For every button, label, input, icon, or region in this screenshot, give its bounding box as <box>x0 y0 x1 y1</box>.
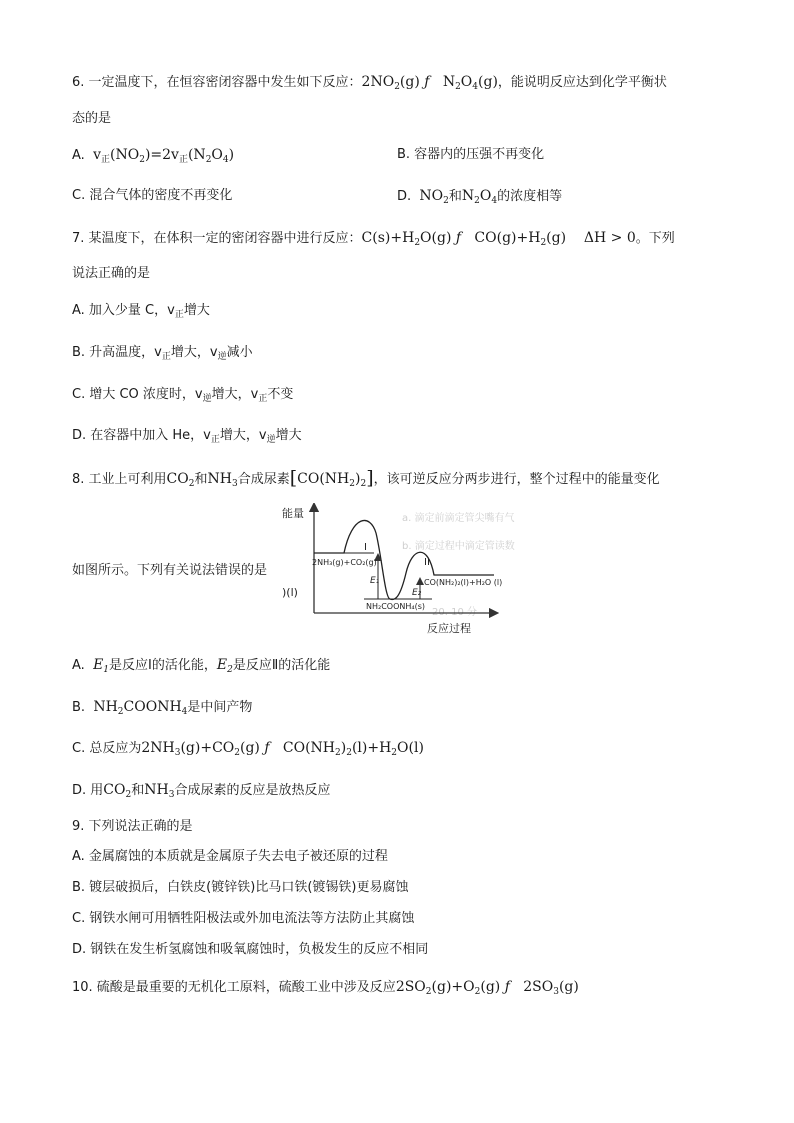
q7-stem-line2: 说法正确的是 <box>72 266 151 281</box>
q8-stem-line2: 如图所示。下列有关说法错误的是 <box>72 563 268 578</box>
q7-option-b[interactable]: B. 升高温度，$v_正$增大，$v_逆$减小 <box>72 345 253 362</box>
q8-option-a[interactable]: A. $E_1$是反应Ⅰ的活化能，$E_2$是反应Ⅱ的活化能 <box>72 657 331 675</box>
products-label: CO(NH₂)₂(l)+H₂O (l) <box>424 578 503 587</box>
step2-label: II <box>424 557 430 568</box>
svg-text:a. 滴定前滴定管尖嘴有气: a. 滴定前滴定管尖嘴有气 <box>402 513 515 524</box>
q9-option-d[interactable]: D. 钢铁在发生析氢腐蚀和吸氧腐蚀时，负极发生的反应不相同 <box>72 942 429 957</box>
q6-option-c[interactable]: C. 混合气体的密度不再变化 <box>72 188 233 203</box>
q8-option-b[interactable]: B. $NH_2COONH_4$是中间产物 <box>72 699 253 717</box>
q6-option-a[interactable]: A. $v_正(NO_2)=2v_正(N_2O_4)$ <box>72 147 235 165</box>
q7-equation: $C(s)+H_2O(g)$ ƒ $CO(g)+H_2(g)$ ΔH > 0 <box>361 230 636 248</box>
intermediate-label: NH₂COONH₄(s) <box>366 602 426 611</box>
svg-text:b. 滴定过程中滴定管读数: b. 滴定过程中滴定管读数 <box>402 541 515 552</box>
x-axis-label: 反应过程 <box>427 622 471 635</box>
q6-stem: 6. 一定温度下，在恒容密闭容器中发生如下反应：$2NO_2(g)$ ƒ $N_2O_4(g)$，能说明反应达到化学平衡状 <box>72 74 667 92</box>
e1-label: E₁ <box>370 576 380 586</box>
reactants-label: 2NH₃(g)+CO₂(g) <box>312 558 377 567</box>
q7-stem: 7. 某温度下，在体积一定的密闭容器中进行反应：$C(s)+H_2O(g)$ ƒ $CO(g)+H_2(g)$ ΔH > 0。下列 <box>72 230 675 248</box>
urea-formula: $[CO(NH_2)_2]$ <box>289 467 374 489</box>
left-fragment: )(l) <box>282 586 298 599</box>
q6-equation: $2NO_2(g)$ ƒ $N_2O_4(g)$ <box>361 74 498 92</box>
energy-diagram <box>282 503 522 639</box>
q9-stem: 9. 下列说法正确的是 <box>72 819 193 834</box>
q7-option-a[interactable]: A. 加入少量 C，$v_正$增大 <box>72 303 210 320</box>
q8-option-c[interactable]: C. 总反应为$2NH_3(g)+CO_2(g)$ ƒ $CO(NH_2)_2(l)+H_2O(l)$ <box>72 740 424 758</box>
q7-option-c[interactable]: C. 增大 CO 浓度时，$v_逆$增大，$v_正$不变 <box>72 387 294 404</box>
e2-label: E₂ <box>412 588 422 598</box>
q6-option-b[interactable]: B. 容器内的压强不再变化 <box>397 147 545 162</box>
q8-option-d[interactable]: D. 用$CO_2$和$NH_3$合成尿素的反应是放热反应 <box>72 782 331 800</box>
q7-option-d[interactable]: D. 在容器中加入 He，$v_正$增大，$v_逆$增大 <box>72 428 302 445</box>
q6-stem-line2: 态的是 <box>72 111 112 126</box>
q10-stem: 10. 硫酸是最重要的无机化工原料，硫酸工业中涉及反应$2SO_2(g)+O_2(g)$ ƒ $2SO_3(g)$ <box>72 979 579 997</box>
q9-option-c[interactable]: C. 钢铁水闸可用牺牲阳极法或外加电流法等方法防止其腐蚀 <box>72 911 415 926</box>
svg-text:20. 10 分: 20. 10 分 <box>432 607 477 618</box>
q9-option-a[interactable]: A. 金属腐蚀的本质就是金属原子失去电子被还原的过程 <box>72 849 388 864</box>
q9-option-b[interactable]: B. 镀层破损后，白铁皮(镀锌铁)比马口铁(镀锡铁)更易腐蚀 <box>72 880 409 895</box>
y-axis-label: 能量 <box>282 507 304 520</box>
q8-stem: 8. 工业上可利用$CO_2$和$NH_3$合成尿素$[CO(NH_2)_2]$，该可逆反应分两步进行，整个过程中的能量变化 <box>72 467 660 489</box>
step1-label: I <box>364 542 367 553</box>
q10-equation: $2SO_2(g)+O_2(g)$ ƒ $2SO_3(g)$ <box>395 979 579 997</box>
q6-option-d[interactable]: D. $NO_2$和$N_2O_4$的浓度相等 <box>397 188 563 206</box>
